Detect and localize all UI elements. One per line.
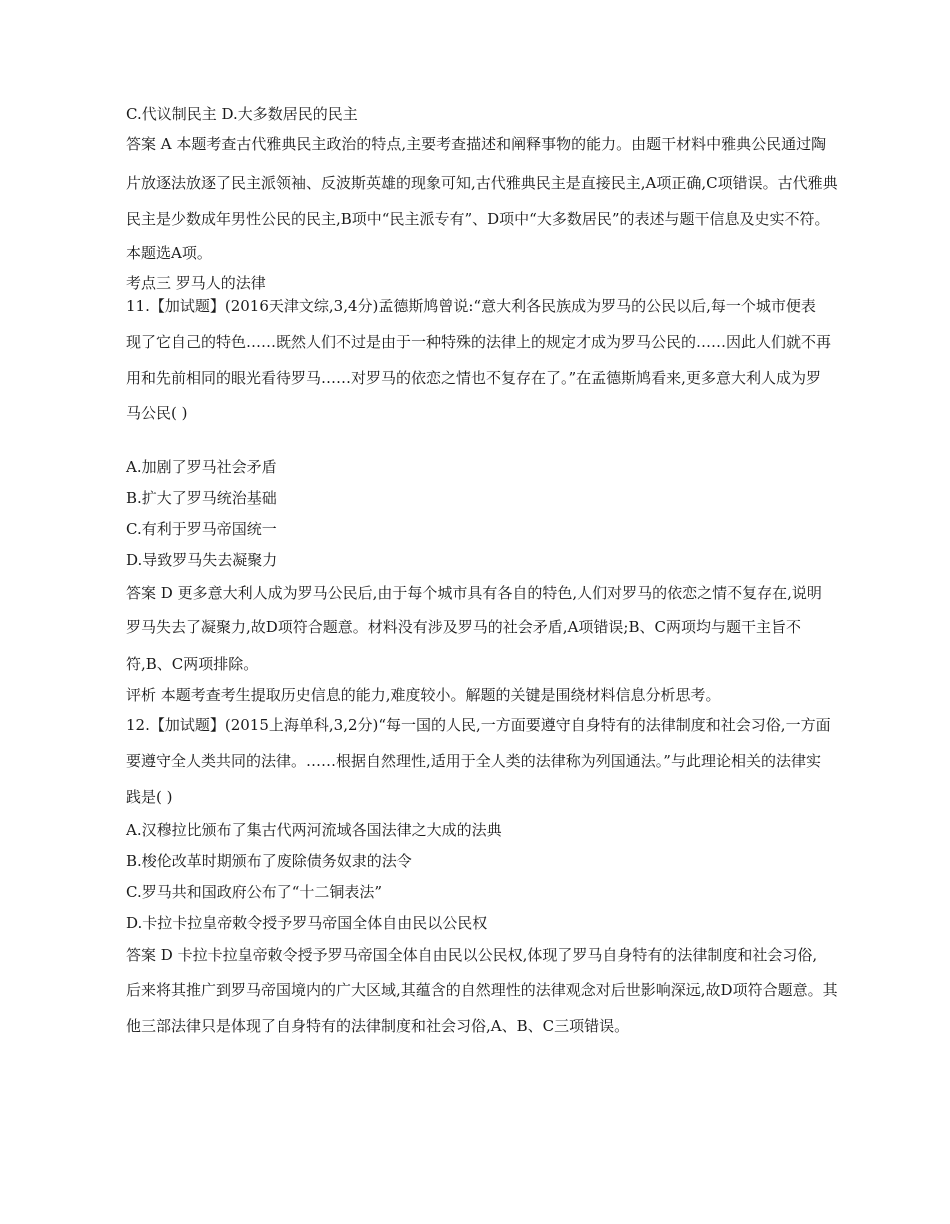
answer-line: 答案 D 更多意大利人成为罗马公民后,由于每个城市具有各自的特色,人们对罗马的依恋之情不复存在,说明	[126, 584, 822, 602]
answer-line: 后来将其推广到罗马帝国境内的广大区域,其蕴含的自然理性的法律观念对后世影响深远,故D项符合题意。其	[126, 981, 838, 999]
question-stem-line: 马公民( )	[126, 404, 188, 422]
question-stem-line: 践是( )	[126, 788, 173, 806]
answer-line: 答案 D 卡拉卡拉皇帝敕令授予罗马帝国全体自由民以公民权,体现了罗马自身特有的法律制度和社会习俗,	[126, 946, 818, 964]
option-d: D.卡拉卡拉皇帝敕令授予罗马帝国全体自由民以公民权	[126, 914, 488, 932]
answer-line: 答案 A 本题考查古代雅典民主政治的特点,主要考查描述和阐释事物的能力。由题干材料中雅典公民通过陶	[126, 135, 827, 153]
answer-line: 民主是少数成年男性公民的民主,B项中“民主派专有”、D项中“大多数居民”的表述与题干信息及史实不符。	[126, 210, 830, 228]
option-a: A.加剧了罗马社会矛盾	[126, 458, 277, 476]
analysis-line: 评析 本题考查考生提取历史信息的能力,难度较小。解题的关键是围绕材料信息分析思考。	[126, 686, 721, 704]
option-c: C.罗马共和国政府公布了“十二铜表法”	[126, 883, 383, 901]
option-b: B.扩大了罗马统治基础	[126, 489, 277, 507]
question-stem-line: 11.【加试题】(2016天津文综,3,4分)孟德斯鸠曾说:“意大利各民族成为罗马的公民以后,每一个城市便表	[126, 297, 816, 315]
answer-line: 符,B、C两项排除。	[126, 655, 259, 673]
answer-line: 本题选A项。	[126, 244, 212, 262]
question-stem-line: 用和先前相同的眼光看待罗马……对罗马的依恋之情也不复存在了。”在孟德斯鸠看来,更多意大利人成为罗	[126, 369, 821, 387]
option-b: B.梭伦改革时期颁布了废除债务奴隶的法令	[126, 852, 412, 870]
question-stem-line: 现了它自己的特色……既然人们不过是由于一种特殊的法律上的规定才成为罗马公民的……因此人们就不再	[126, 333, 832, 351]
answer-line: 他三部法律只是体现了自身特有的法律制度和社会习俗,A、B、C三项错误。	[126, 1017, 630, 1035]
option-d: D.导致罗马失去凝聚力	[126, 551, 278, 569]
question-stem-line: 12.【加试题】(2015上海单科,3,2分)“每一国的人民,一方面要遵守自身特有的法律制度和社会习俗,一方面	[126, 716, 831, 734]
question-stem-line: 要遵守全人类共同的法律。……根据自然理性,适用于全人类的法律称为列国通法。”与此理论相关的法律实	[126, 752, 821, 770]
option-c: C.有利于罗马帝国统一	[126, 520, 277, 538]
option-a: A.汉穆拉比颁布了集古代两河流域各国法律之大成的法典	[126, 821, 502, 839]
answer-line: 罗马失去了凝聚力,故D项符合题意。材料没有涉及罗马的社会矛盾,A项错误;B、C两项均与题干主旨不	[126, 618, 801, 636]
answer-line: 片放逐法放逐了民主派领袖、反波斯英雄的现象可知,古代雅典民主是直接民主,A项正确,C项错误。古代雅典	[126, 174, 838, 192]
option-line: C.代议制民主 D.大多数居民的民主	[126, 105, 358, 123]
section-heading: 考点三 罗马人的法律	[126, 274, 266, 292]
